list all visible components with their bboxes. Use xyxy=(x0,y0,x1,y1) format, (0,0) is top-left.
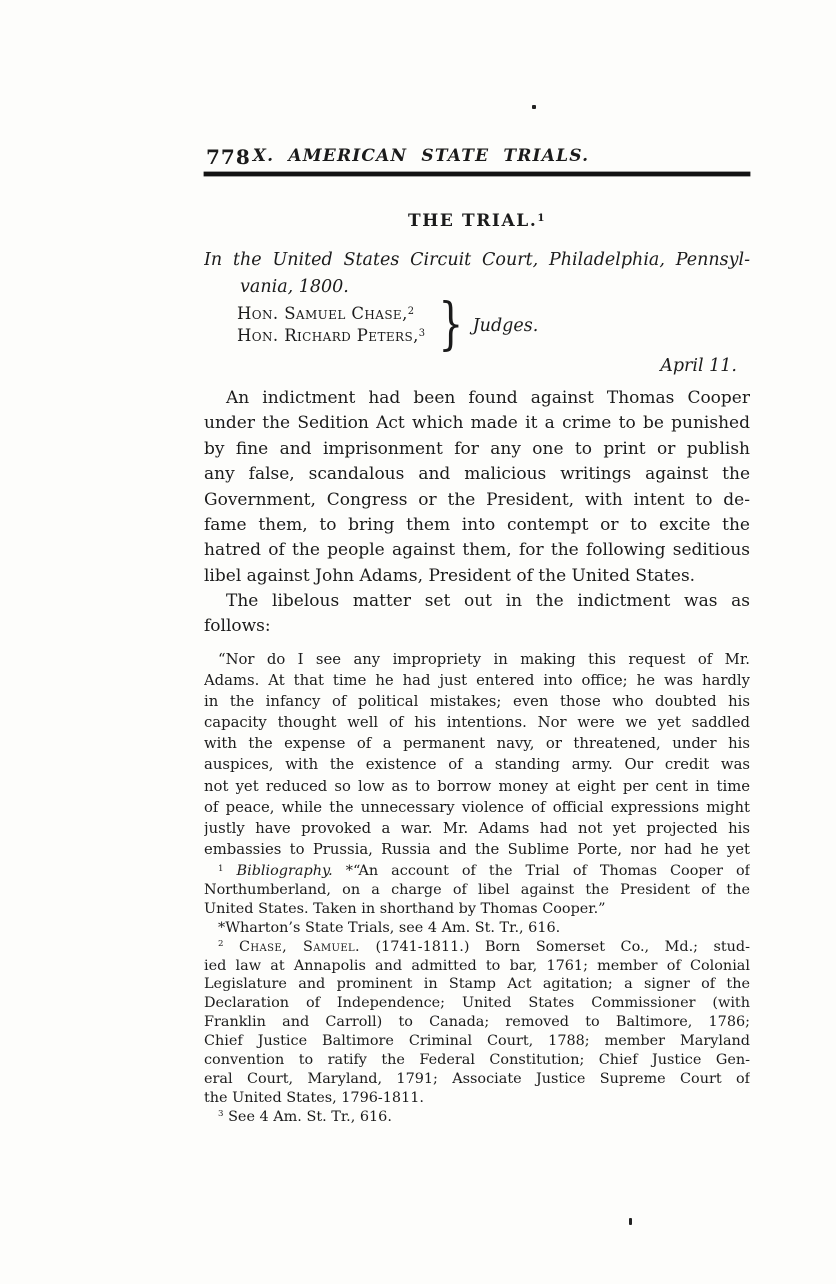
text-line: justly have provoked a war. Mr. Adams had not yet projected his xyxy=(204,819,750,837)
text-line: The libelous matter set out in the indictment was as xyxy=(226,591,750,611)
text-segment: Bibliography. xyxy=(236,863,333,879)
text-line: with the expense of a permanent navy, or threatened, under his xyxy=(204,735,750,753)
judges-block xyxy=(237,292,539,357)
text-line: Franklin and Carroll) to Canada; removed to Baltimore, 1786; xyxy=(204,1014,750,1031)
text-line: libel against John Adams, President of the United States. xyxy=(204,565,696,586)
text-line: eral Court, Maryland, 1791; Associate Justice Supreme Court of xyxy=(204,1070,750,1087)
text-line: under the Sedition Act which made it a crime to be punished xyxy=(204,413,750,434)
footnote-marker: 2 xyxy=(218,939,224,950)
header-rule xyxy=(204,172,750,176)
text-line: fame them, to bring them into contempt or to excite the xyxy=(204,515,750,536)
text-line: In the United States Circuit Court, Philadelphia, Pennsyl- xyxy=(204,250,750,270)
judge-name xyxy=(237,325,425,347)
text-line: of peace, while the unnecessary violence of official expressions might xyxy=(204,798,750,816)
title-footnote-marker: 1 xyxy=(537,211,547,224)
brace-glyph: } xyxy=(438,292,464,357)
text-line: capacity thought well of his intentions. Nor were we yet saddled xyxy=(204,714,750,732)
text-line: follows: xyxy=(204,616,271,637)
text-line: Chief Justice Baltimore Criminal Court, 1788; member Maryland xyxy=(204,1033,750,1050)
judges-label: Judges. xyxy=(472,316,539,336)
text-line: Adams. At that time he had just entered into office; he was hardly xyxy=(204,672,750,690)
dateline: April 11. xyxy=(660,356,737,376)
text-column xyxy=(204,0,750,1284)
text-line xyxy=(204,1108,750,1127)
text-line: ied law at Annapolis and admitted to bar, 1761; member of Colonial xyxy=(204,957,750,974)
text-line: the United States, 1796-1811. xyxy=(204,1089,424,1106)
text-line: auspices, with the existence of a standing army. Our credit was xyxy=(204,756,750,774)
footnotes-block xyxy=(204,862,750,1127)
text-line: Legislature and prominent in Stamp Act agitation; a signer of the xyxy=(204,976,750,993)
text-line: hatred of the people against them, for the following seditious xyxy=(204,540,750,561)
text-line: An indictment had been found against Thomas Cooper xyxy=(226,388,750,408)
text-line: Declaration of Independence; United States Commissioner (with xyxy=(204,995,750,1012)
text-segment: *“An account of the Trial of Thomas Cooper of xyxy=(332,863,750,879)
court-caption xyxy=(204,247,750,301)
judge-name-text: Hon. Samuel Chase, xyxy=(237,304,408,323)
text-line: “Nor do I see any impropriety in making this request of Mr. xyxy=(218,651,750,668)
text-segment: (1741-1811.) Born Somerset Co., Md.; stud- xyxy=(360,938,750,955)
quoted-libel-text xyxy=(204,649,750,860)
footnote-marker: 3 xyxy=(418,328,426,340)
footnote-marker: 2 xyxy=(407,306,415,318)
text-line: convention to ratify the Federal Constitution; Chief Justice Gen- xyxy=(204,1052,750,1069)
running-header: X. AMERICAN STATE TRIALS. xyxy=(252,146,590,166)
text-segment: Chase, Samuel. xyxy=(239,938,361,955)
footnote-marker: 1 xyxy=(218,863,224,874)
judge-name-text: Hon. Richard Peters, xyxy=(237,326,419,345)
text-line xyxy=(204,862,750,881)
paragraph-indictment xyxy=(204,386,750,589)
text-line: not yet reduced so low as to borrow money at eight per cent in time xyxy=(204,777,750,795)
paragraph-libelous-matter xyxy=(204,589,750,640)
judge-names xyxy=(237,303,425,347)
section-title xyxy=(204,211,750,231)
text-line: Government, Congress or the President, with intent to de- xyxy=(204,489,750,510)
text-line: any false, scandalous and malicious writings against the xyxy=(204,464,750,485)
text-line: vania, 1800. xyxy=(240,277,349,297)
page-number: 778 xyxy=(206,145,251,169)
text-segment xyxy=(224,863,237,879)
page-header xyxy=(204,143,750,171)
title-text: THE TRIAL. xyxy=(407,211,538,231)
text-line: *Wharton’s State Trials, see 4 Am. St. Tr., 616. xyxy=(218,919,561,936)
text-segment: See 4 Am. St. Tr., 616. xyxy=(223,1108,392,1125)
text-line: United States. Taken in shorthand by Thomas Cooper.” xyxy=(204,900,606,917)
text-line xyxy=(204,938,750,957)
text-line: Northumberland, on a charge of libel against the President of the xyxy=(204,881,750,898)
footnote-marker: 3 xyxy=(218,1109,224,1120)
text-segment xyxy=(224,939,240,955)
judge-name xyxy=(237,303,425,325)
text-line: by fine and imprisonment for any one to print or publish xyxy=(204,438,750,459)
text-line: embassies to Prussia, Russia and the Sublime Porte, nor had he yet xyxy=(204,840,750,858)
text-line: in the infancy of political mistakes; even those who doubted his xyxy=(204,693,750,711)
